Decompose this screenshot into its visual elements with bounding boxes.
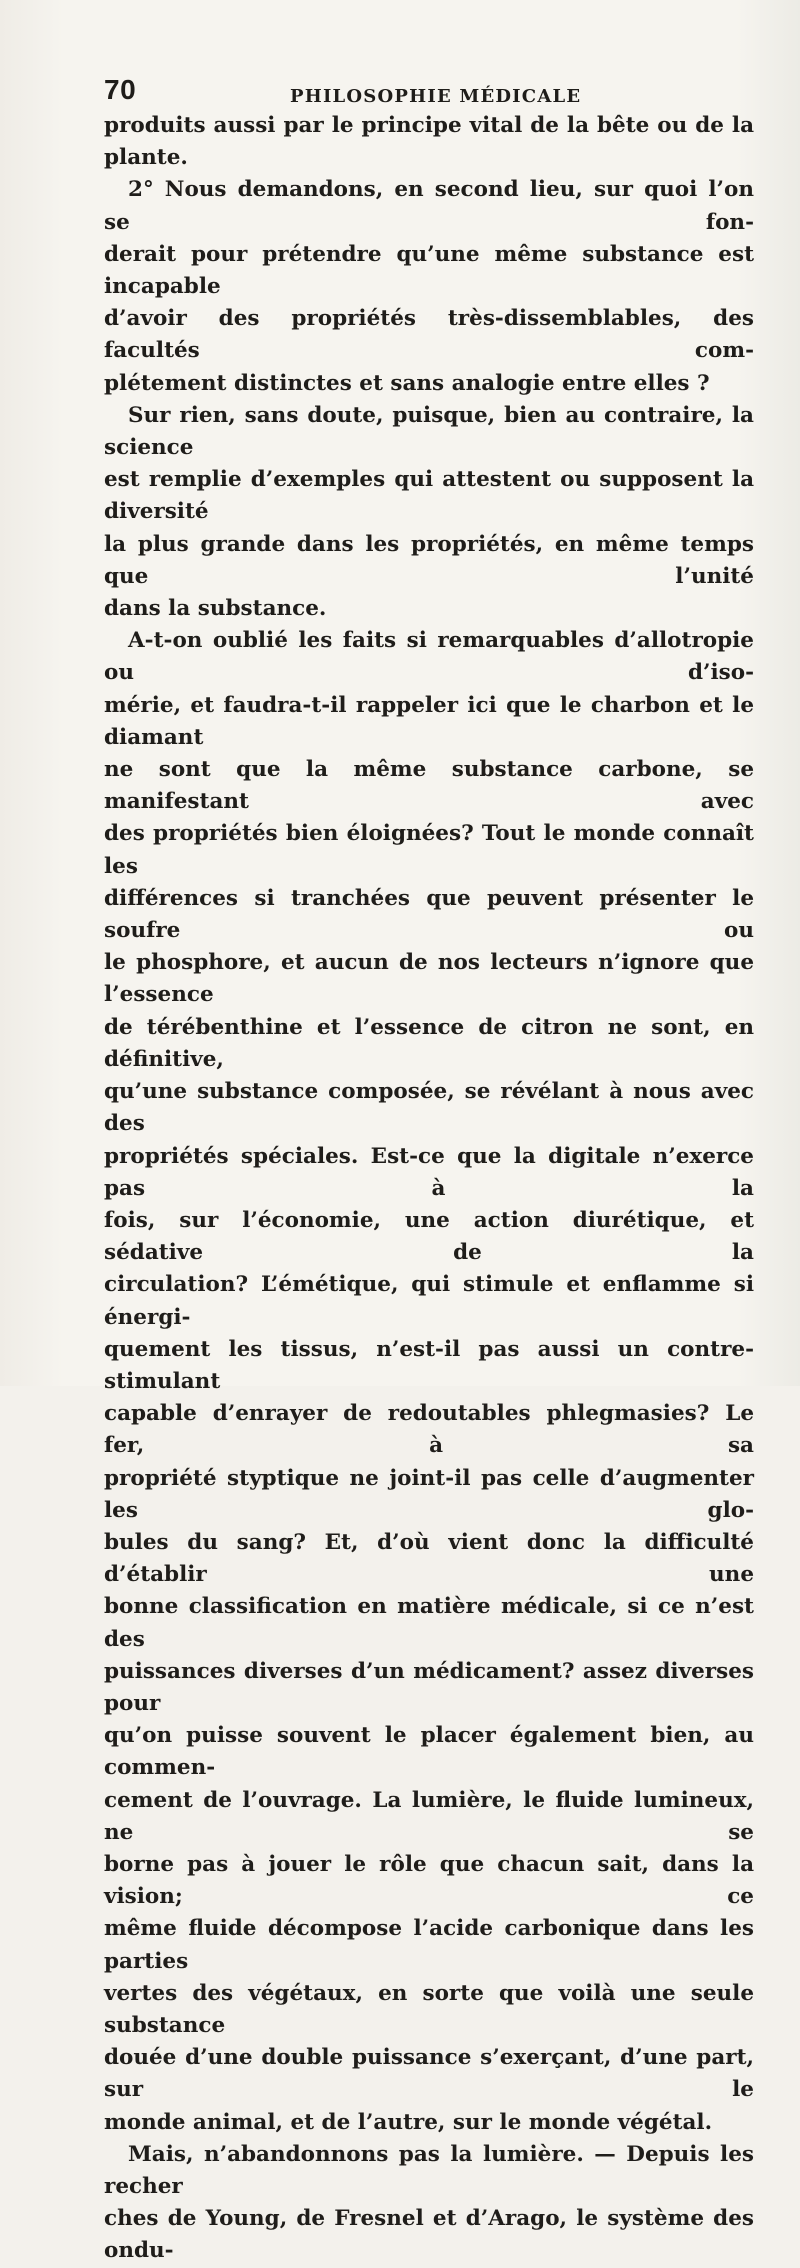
text-line: des propriétés bien éloignées? Tout le monde connaît les — [104, 821, 754, 879]
paragraph — [104, 400, 754, 625]
text-line: plétement distinctes et sans analogie entre elles ? — [104, 370, 710, 396]
paragraph — [104, 2139, 754, 2268]
paragraph — [104, 110, 754, 174]
page-number: 70 — [104, 74, 137, 105]
text-line: de térébenthine et l’essence de citron ne sont, en définitive, — [104, 1014, 754, 1072]
text-line: bonne classification en matière médicale, si ce n’est des — [104, 1594, 754, 1652]
text-line: même fluide décompose l’acide carbonique dans les parties — [104, 1916, 754, 1974]
text-line: douée d’une double puissance s’exerçant, d’une part, sur le — [104, 2045, 754, 2103]
text-line: cement de l’ouvrage. La lumière, le fluide lumineux, ne se — [104, 1787, 754, 1845]
text-line: d’avoir des propriétés très-dissemblables, des facultés com- — [104, 306, 754, 364]
running-title: PHILOSOPHIE MÉDICALE — [290, 86, 582, 107]
text-line: ne sont que la même substance carbone, se manifestant avec — [104, 757, 754, 815]
text-line: vertes des végétaux, en sorte que voilà une seule substance — [104, 1980, 754, 2038]
text-line: capable d’enrayer de redoutables phlegmasies? Le fer, à sa — [104, 1401, 754, 1459]
paragraph — [104, 174, 754, 399]
text-line: circulation? L’émétique, qui stimule et enflamme si énergi- — [104, 1272, 754, 1330]
text-line: puissances diverses d’un médicament? assez diverses pour — [104, 1658, 754, 1716]
text-line: mérie, et faudra-t-il rappeler ici que le charbon et le diamant — [104, 692, 754, 750]
text-line: le phosphore, et aucun de nos lecteurs n’ignore que l’essence — [104, 950, 754, 1008]
text-line: Sur rien, sans doute, puisque, bien au contraire, la science — [104, 402, 754, 461]
text-line: est remplie d’exemples qui attestent ou supposent la diversité — [104, 467, 754, 525]
text-line: derait pour prétendre qu’une même substance est incapable — [104, 241, 754, 300]
body-text — [104, 110, 754, 2268]
text-line: ches de Young, de Fresnel et d’Arago, le système des ondu- — [104, 2206, 754, 2264]
text-line: qu’une substance composée, se révélant à nous avec des — [104, 1079, 754, 1137]
text-line: propriétés spéciales. Est-ce que la digitale n’exerce pas à la — [104, 1143, 754, 1201]
text-line: dans la substance. — [104, 596, 327, 622]
text-line: propriété styptique ne joint-il pas celle d’augmenter les glo- — [104, 1465, 754, 1523]
text-line: différences si tranchées que peuvent présenter le soufre ou — [104, 885, 754, 944]
page-header — [104, 72, 754, 112]
text-line: Mais, n’abandonnons pas la lumière. — Depuis les recher — [104, 2141, 754, 2199]
text-line: produits aussi par le principe vital de la bête ou de la — [104, 113, 754, 138]
text-line: borne pas à jouer le rôle que chacun sait, dans la vision; ce — [104, 1851, 754, 1910]
text-line: 2° Nous demandons, en second lieu, sur quoi l’on se fon- — [104, 177, 754, 235]
text-line: monde animal, et de l’autre, sur le monde végétal. — [104, 2109, 713, 2135]
text-line: bules du sang? Et, d’où vient donc la difficulté d’établir une — [104, 1529, 754, 1588]
paragraph — [104, 625, 754, 2139]
text-line: fois, sur l’économie, une action diurétique, et sédative de la — [104, 1207, 754, 1266]
text-line: A-t-on oublié les faits si remarquables d’allotropie ou d’iso- — [104, 628, 754, 686]
text-line: quement les tissus, n’est-il pas aussi un contre-stimulant — [104, 1336, 754, 1394]
text-line: qu’on puisse souvent le placer également bien, au commen- — [104, 1723, 754, 1781]
text-line: la plus grande dans les propriétés, en même temps que l’unité — [104, 531, 754, 589]
text-line: plante. — [104, 145, 188, 171]
